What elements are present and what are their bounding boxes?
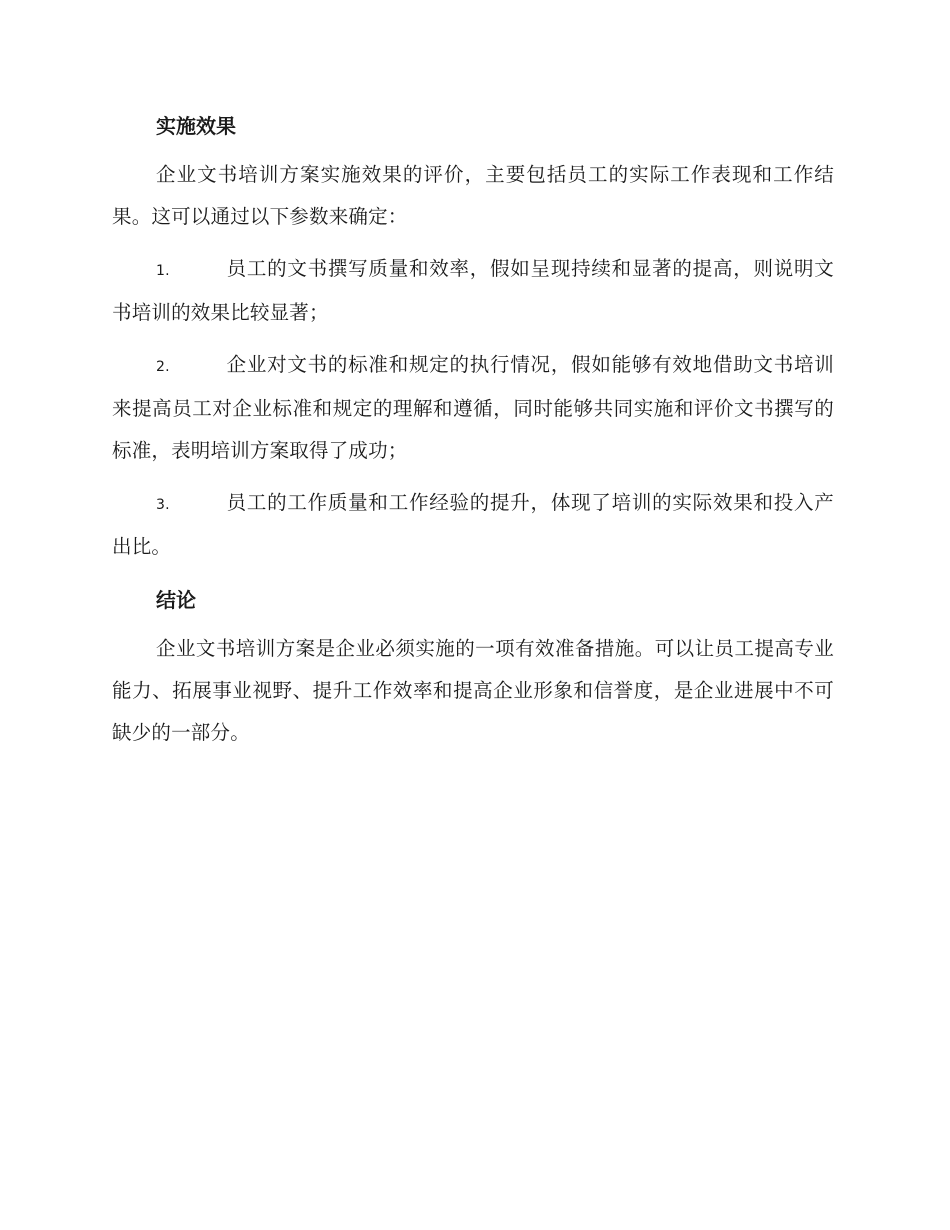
section-heading-effect: 实施效果 <box>156 114 236 138</box>
list-item-text: 员工的工作质量和工作经验的提升，体现了培训的实际效果和投入产出比。 <box>112 491 834 558</box>
list-item <box>112 248 834 334</box>
list-item-number: 3. <box>156 497 170 513</box>
document-page <box>112 104 834 764</box>
list-item-text: 企业对文书的标准和规定的执行情况，假如能够有效地借助文书培训来提高员工对企业标准和规定的理解和遵循，同时能够共同实施和评价文书撰写的标准，表明培训方案取得了成功； <box>112 353 834 462</box>
list-item-number: 2. <box>156 359 170 375</box>
section-heading-conclusion: 结论 <box>156 588 196 612</box>
effect-intro-paragraph: 企业文书培训方案实施效果的评价，主要包括员工的实际工作表现和工作结果。这可以通过以下参数来确定： <box>112 163 834 228</box>
conclusion-paragraph: 企业文书培训方案是企业必须实施的一项有效准备措施。可以让员工提高专业能力、拓展事业视野、提升工作效率和提高企业形象和信誉度，是企业进展中不可缺少的一部分。 <box>112 637 834 744</box>
list-item-number: 1. <box>156 263 170 279</box>
list-item-text: 员工的文书撰写质量和效率，假如呈现持续和显著的提高，则说明文书培训的效果比较显著； <box>112 257 834 324</box>
list-item <box>112 344 834 472</box>
list-item <box>112 482 834 568</box>
